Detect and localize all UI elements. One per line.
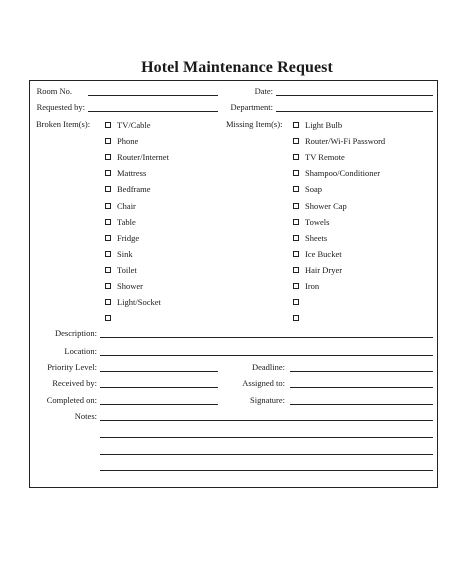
completed-on-label: Completed on: [46, 395, 97, 405]
broken-checkbox[interactable] [105, 283, 111, 289]
broken-checkbox[interactable] [105, 203, 111, 209]
broken-checkbox[interactable] [105, 299, 111, 305]
broken-checkbox[interactable] [105, 315, 111, 321]
broken-item-label: Light/Socket [117, 297, 161, 307]
missing-checkbox[interactable] [293, 315, 299, 321]
broken-checkbox[interactable] [105, 251, 111, 257]
date-field[interactable] [276, 95, 433, 96]
missing-checkbox[interactable] [293, 283, 299, 289]
notes-line-3[interactable] [100, 454, 433, 455]
broken-checkbox[interactable] [105, 267, 111, 273]
broken-item-label: Chair [117, 201, 136, 211]
broken-item-label: Toilet [117, 265, 137, 275]
assigned-to-label: Assigned to: [242, 378, 285, 388]
missing-checkbox[interactable] [293, 122, 299, 128]
form-title: Hotel Maintenance Request [141, 59, 333, 76]
requested-by-field[interactable] [88, 111, 218, 112]
priority-level-label: Priority Level: [47, 362, 97, 372]
room-no-field[interactable] [88, 95, 218, 96]
signature-label: Signature: [250, 395, 285, 405]
notes-line-2[interactable] [100, 437, 433, 438]
broken-item-label: Phone [117, 136, 139, 146]
broken-checkbox[interactable] [105, 219, 111, 225]
missing-item-label: Towels [305, 217, 330, 227]
missing-checkbox[interactable] [293, 235, 299, 241]
signature-field[interactable] [290, 404, 433, 405]
notes-line-4[interactable] [100, 470, 433, 471]
received-by-label: Received by: [52, 378, 97, 388]
description-field[interactable] [100, 337, 433, 338]
missing-checkbox[interactable] [293, 299, 299, 305]
missing-checkbox[interactable] [293, 219, 299, 225]
deadline-label: Deadline: [251, 362, 285, 372]
missing-item-label: Soap [305, 184, 322, 194]
received-by-field[interactable] [100, 387, 218, 388]
broken-checkbox[interactable] [105, 122, 111, 128]
requested-by-label: Requested by: [36, 102, 85, 112]
missing-item-label: Hair Dryer [305, 265, 343, 275]
broken-checkbox[interactable] [105, 138, 111, 144]
assigned-to-field[interactable] [290, 387, 433, 388]
broken-item-label: Fridge [117, 233, 140, 243]
missing-checkbox[interactable] [293, 267, 299, 273]
missing-item-label: Router/Wi-Fi Password [305, 136, 386, 146]
broken-item-label: TV/Cable [117, 120, 151, 130]
notes-label: Notes: [74, 411, 97, 421]
missing-checkbox[interactable] [293, 251, 299, 257]
broken-items-label: Broken Item(s): [36, 119, 91, 129]
broken-item-label: Table [117, 217, 136, 227]
missing-item-label: Ice Bucket [305, 249, 342, 259]
location-label: Location: [64, 346, 97, 356]
broken-checkbox[interactable] [105, 235, 111, 241]
description-label: Description: [54, 328, 97, 338]
location-field[interactable] [100, 355, 433, 356]
broken-item-label: Shower [117, 281, 143, 291]
missing-checkbox[interactable] [293, 170, 299, 176]
broken-item-label: Mattress [117, 168, 147, 178]
missing-checkbox[interactable] [293, 138, 299, 144]
department-field[interactable] [276, 111, 433, 112]
broken-checkbox[interactable] [105, 170, 111, 176]
missing-items-label: Missing Item(s): [226, 119, 283, 129]
missing-checkbox[interactable] [293, 186, 299, 192]
broken-checkbox[interactable] [105, 186, 111, 192]
missing-item-label: Iron [305, 281, 320, 291]
broken-item-label: Router/Internet [117, 152, 169, 162]
missing-item-label: Light Bulb [305, 120, 343, 130]
missing-item-label: TV Remote [305, 152, 345, 162]
department-label: Department: [230, 102, 273, 112]
missing-checkbox[interactable] [293, 154, 299, 160]
missing-item-label: Shampoo/Conditioner [305, 168, 381, 178]
notes-line-1[interactable] [100, 420, 433, 421]
completed-on-field[interactable] [100, 404, 218, 405]
missing-item-label: Sheets [305, 233, 328, 243]
priority-level-field[interactable] [100, 371, 218, 372]
date-label: Date: [254, 86, 273, 96]
broken-item-label: Sink [117, 249, 133, 259]
deadline-field[interactable] [290, 371, 433, 372]
room-no-label: Room No. [36, 86, 72, 96]
broken-checkbox[interactable] [105, 154, 111, 160]
missing-item-label: Shower Cap [305, 201, 347, 211]
broken-item-label: Bedframe [117, 184, 151, 194]
missing-checkbox[interactable] [293, 203, 299, 209]
